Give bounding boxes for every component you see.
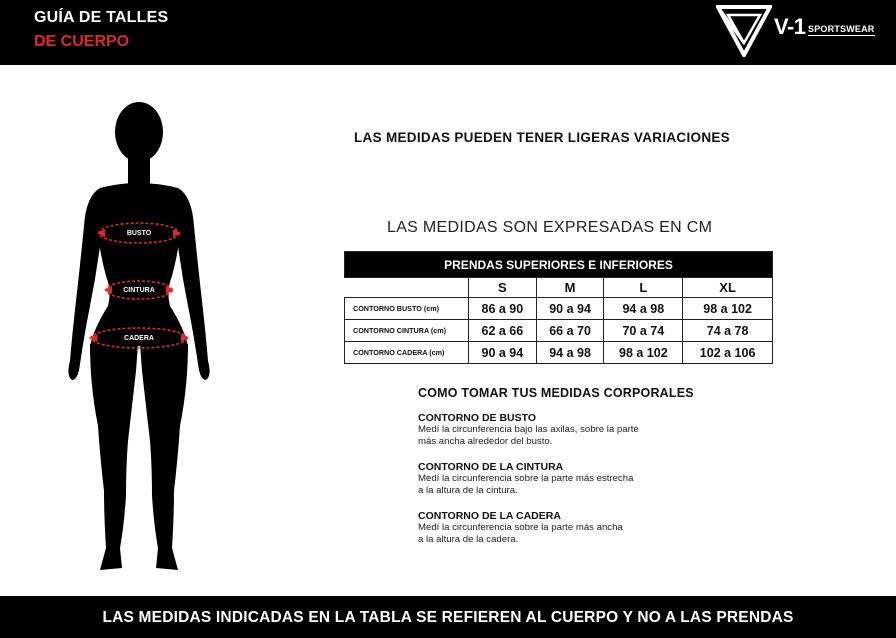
logo-subtitle-text: SPORTSWEAR (808, 24, 875, 34)
howto-title: COMO TOMAR TUS MEDIDAS CORPORALES (418, 386, 694, 400)
table-cell: 102 a 106 (683, 342, 773, 364)
size-header-l: L (604, 278, 683, 298)
header-bar (0, 0, 896, 65)
label-cintura: CINTURA (123, 287, 155, 294)
row-label-busto: CONTORNO BUSTO (cm) (345, 298, 469, 320)
footer-text: LAS MEDIDAS INDICADAS EN LA TABLA SE REFIEREN AL CUERPO Y NO A LAS PRENDAS (102, 609, 794, 626)
table-cell: 94 a 98 (604, 298, 683, 320)
howto-section-text: Medí la circunferencia sobre la parte más ancha (418, 522, 623, 533)
table-cell: 86 a 90 (469, 298, 537, 320)
howto-section-title: CONTORNO DE LA CINTURA (418, 461, 564, 473)
howto-section-title: CONTORNO DE BUSTO (418, 412, 537, 424)
table-cell: 94 a 98 (536, 342, 604, 364)
brand-logo (716, 5, 876, 57)
table-cell: 70 a 74 (604, 320, 683, 342)
table-row (345, 298, 773, 320)
howto-section-title: CONTORNO DE LA CADERA (418, 510, 561, 522)
howto-section-text: Medí la circunferencia sobre la parte más estrecha (418, 473, 634, 484)
logo-brand-text: V-1 (774, 14, 806, 39)
table-cell: 66 a 70 (536, 320, 604, 342)
howto-section-cintura (418, 461, 718, 497)
table-cell: 62 a 66 (469, 320, 537, 342)
table-header-empty (345, 278, 469, 298)
howto-section-busto (418, 412, 718, 448)
size-header-m: M (536, 278, 604, 298)
logo-mark-icon (716, 5, 772, 57)
howto-section-cadera (418, 510, 718, 546)
table-row (345, 342, 773, 364)
row-label-cadera: CONTORNO CADERA (cm) (345, 342, 469, 364)
table-cell: 90 a 94 (536, 298, 604, 320)
size-header-xl: XL (683, 278, 773, 298)
table-cell: 74 a 78 (683, 320, 773, 342)
howto-section-text: más ancha alrededor del busto. (418, 436, 553, 447)
howto-section-text: a la altura de la cintura. (418, 485, 518, 496)
variation-note: LAS MEDIDAS PUEDEN TENER LIGERAS VARIACIONES (354, 130, 730, 145)
label-cadera: CADERA (124, 335, 154, 342)
footer-bar (0, 596, 896, 638)
howto-section-text: Medí la circunferencia bajo las axilas, sobre la parte (418, 424, 639, 435)
label-busto: BUSTO (126, 230, 152, 237)
body-silhouette (60, 96, 220, 586)
table-caption: PRENDAS SUPERIORES E INFERIORES (345, 252, 773, 278)
table-cell: 98 a 102 (683, 298, 773, 320)
table-header-row (345, 278, 773, 298)
row-label-cintura: CONTORNO CINTURA (cm) (345, 320, 469, 342)
size-table (344, 251, 773, 364)
size-header-s: S (469, 278, 537, 298)
howto-section-text: a la altura de la cadera. (418, 534, 519, 545)
table-cell: 98 a 102 (604, 342, 683, 364)
table-cell: 90 a 94 (469, 342, 537, 364)
header-title-line2: DE CUERPO (34, 33, 130, 50)
table-row (345, 320, 773, 342)
units-note: LAS MEDIDAS SON EXPRESADAS EN CM (387, 219, 713, 236)
table-caption-row (345, 252, 773, 278)
header-title-line1: GUÍA DE TALLES (34, 9, 169, 26)
